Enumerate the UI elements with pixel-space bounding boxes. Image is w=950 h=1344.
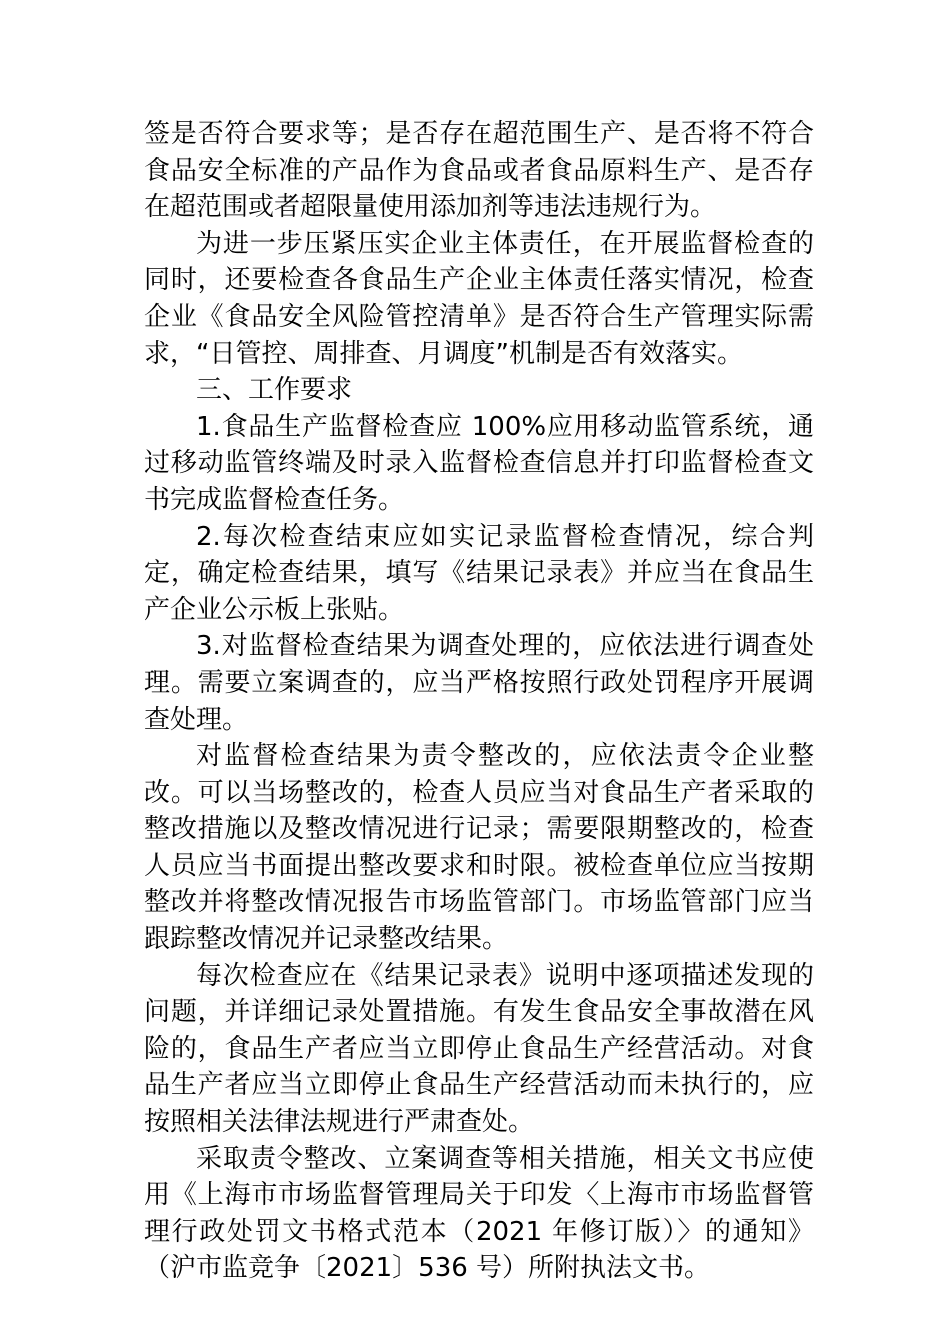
paragraph-item-3: 3.对监督检查结果为调查处理的，应依法进行调查处理。需要立案调查的，应当严格按照行政处罚程序开展调查处理。 [144,631,814,735]
document-body [144,116,814,1287]
paragraph-item-2: 2.每次检查结束应如实记录监督检查情况，综合判定，确定检查结果，填写《结果记录表》并应当在食品生产企业公示板上张贴。 [144,521,814,625]
paragraph-documents: 采取责令整改、立案调查等相关措施，相关文书应使用《上海市市场监督管理局关于印发〈上海市市场监督管理行政处罚文书格式范本（2021 年修订版）〉的通知》（沪市监竞争〔2021〕536 号）所附执法文书。 [144,1143,814,1284]
paragraph-record-problems: 每次检查应在《结果记录表》说明中逐项描述发现的问题，并详细记录处置措施。有发生食品安全事故潜在风险的，食品生产者应当立即停止食品生产经营活动。对食品生产者应当立即停止食品生产经营活动而未执行的，应按照相关法律法规进行严肃查处。 [144,960,814,1138]
paragraph-item-1: 1.食品生产监督检查应 100%应用移动监管系统，通过移动监管终端及时录入监督检查信息并打印监督检查文书完成监督检查任务。 [144,411,814,515]
section-heading-work-requirements: 三、工作要求 [196,375,353,406]
paragraph-rectification: 对监督检查结果为责令整改的，应依法责令企业整改。可以当场整改的，检查人员应当对食品生产者采取的整改措施以及整改情况进行记录；需要限期整改的，检查人员应当书面提出整改要求和时限。被检查单位应当按期整改并将整改情况报告市场监管部门。市场监管部门应当跟踪整改情况并记录整改结果。 [144,741,814,955]
paragraph-continuation: 签是否符合要求等；是否存在超范围生产、是否将不符合食品安全标准的产品作为食品或者食品原料生产、是否存在超范围或者超限量使用添加剂等违法违规行为。 [144,119,814,223]
paragraph-main-responsibility: 为进一步压紧压实企业主体责任，在开展监督检查的同时，还要检查各食品生产企业主体责任落实情况，检查企业《食品安全风险管控清单》是否符合生产管理实际需求，“日管控、周排查、月调度”机制是否有效落实。 [144,228,814,369]
